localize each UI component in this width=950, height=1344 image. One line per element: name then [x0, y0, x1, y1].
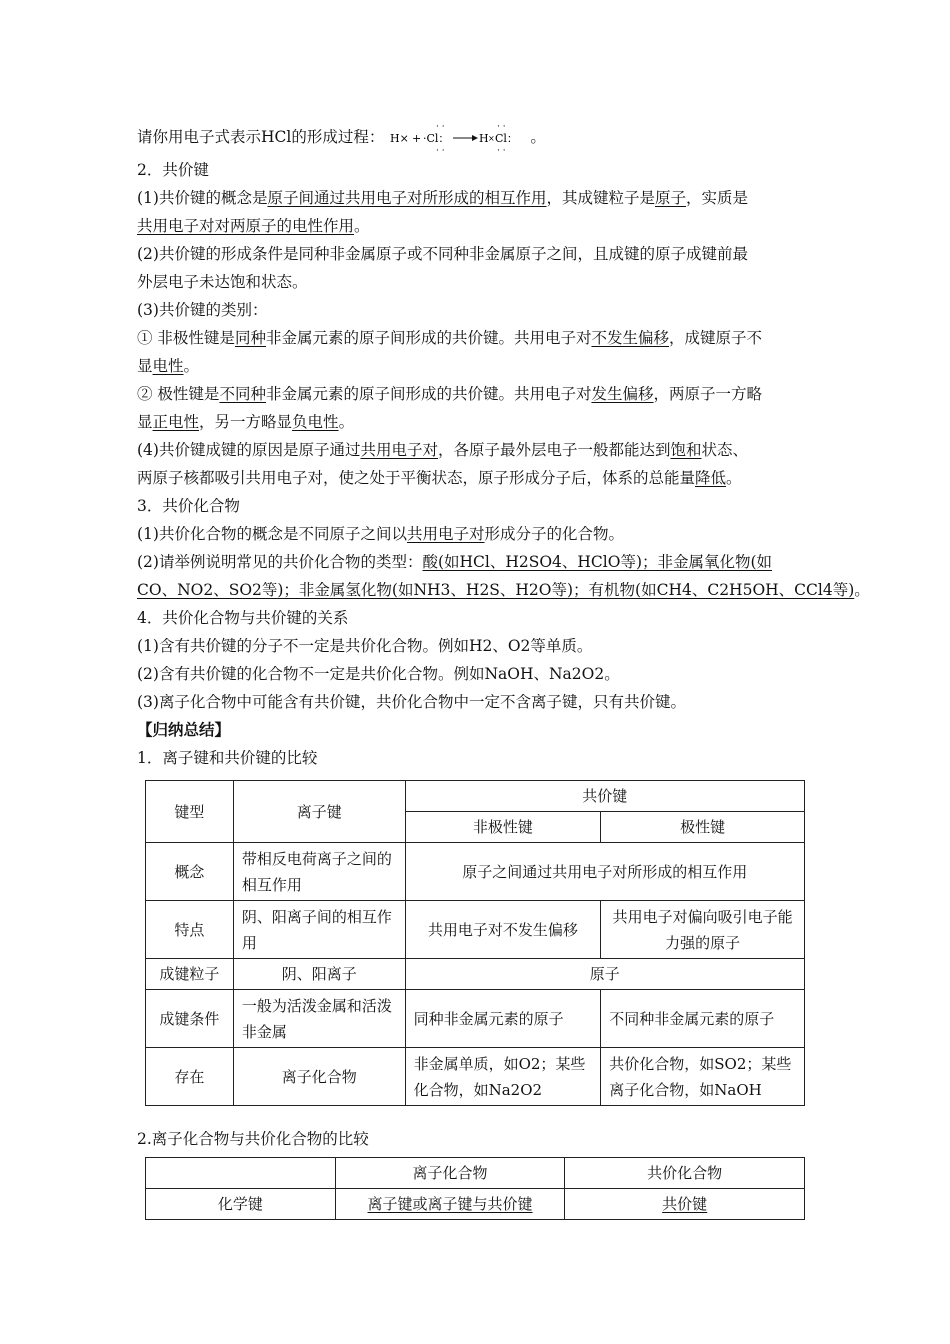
p6-e: 状态、 — [701, 441, 749, 459]
p8-b: 酸(如HCl、H2SO4、HClO等)；非金属氧化物(如 — [422, 553, 773, 571]
formula-h-right: H — [479, 132, 489, 145]
t1-r1-label: 概念 — [146, 843, 234, 901]
t1-r4-label: 成键条件 — [146, 990, 234, 1048]
formula-cl-right: Cl： — [495, 132, 519, 145]
p4-g: 电性 — [152, 357, 184, 375]
t1-r4-nonpolar: 同种非金属元素的原子 — [405, 990, 601, 1048]
p1-line2 — [137, 212, 817, 240]
document-body — [137, 118, 870, 772]
p5-f: 显 — [137, 413, 153, 431]
t2-h-ionic: 离子化合物 — [335, 1158, 565, 1189]
p7-c: 形成分子的化合物。 — [484, 525, 624, 543]
p3: (3)共价键的类别： — [137, 301, 268, 319]
t2-r1-label: 化学键 — [146, 1189, 336, 1220]
p4-line1 — [137, 324, 817, 352]
hcl-prompt-end: 。 — [530, 128, 546, 146]
p6-f: 两原子核都吸引共用电子对，使之处于平衡状态，原子形成分子后，体系的总能量 — [137, 469, 696, 487]
p4-d: 不发生偏移 — [591, 329, 669, 347]
t1-r2-nonpolar: 共用电子对不发生偏移 — [405, 901, 601, 959]
t1-r5-label: 存在 — [146, 1048, 234, 1106]
t1-h-polar: 极性键 — [601, 812, 805, 843]
p4-e: ，成键原子不 — [668, 329, 762, 347]
t1-r3-ionic: 阴、阳离子 — [233, 959, 405, 990]
formula-dots-bottom-right: · · — [497, 146, 506, 156]
p4-b: 同种 — [234, 329, 266, 347]
p9: (1)含有共价键的分子不一定是共价化合物。例如H2、O2等单质。 — [137, 637, 593, 655]
t1-r3-label: 成键粒子 — [146, 959, 234, 990]
p4-a: ① 非极性键是 — [137, 329, 235, 347]
p6-g: 降低 — [695, 469, 727, 487]
formula-dots-bottom-left: · · — [436, 146, 445, 156]
p6-h: 。 — [726, 469, 742, 487]
p6-line1 — [137, 436, 817, 464]
p1-d: 原子 — [655, 189, 687, 207]
formula-plus: + — [412, 132, 422, 145]
t1-h-cov: 共价键 — [405, 781, 804, 812]
p1-b: 原子间通过共用电子对所形成的相互作用 — [267, 189, 547, 207]
p5-g: 正电性 — [152, 413, 200, 431]
t2-h-cov: 共价化合物 — [565, 1158, 805, 1189]
ionic-covalent-compound-table — [145, 1157, 805, 1220]
t1-r2-ionic: 阴、阳离子间的相互作用 — [233, 901, 405, 959]
p7-a: (1)共价化合物的概念是不同原子之间以 — [137, 525, 407, 543]
hcl-prompt: 请你用电子式表示HCl的形成过程： — [137, 128, 385, 146]
p4-h: 。 — [183, 357, 200, 375]
p8-line2 — [137, 576, 870, 604]
t1-h-type: 键型 — [146, 781, 234, 843]
p2-line1: (2)共价键的形成条件是同种非金属原子或不同种非金属原子之间，且成键的原子成键前最 — [137, 245, 748, 263]
p8-c: CO、NO2、SO2等)；非金属氢化物(如NH3、H2S、H2O等)；有机物(如CH4、C2H5OH、CCl4等) — [137, 581, 855, 599]
section-3-title: 3．共价化合物 — [137, 497, 240, 515]
p8-a: (2)请举例说明常见的共价化合物的类型： — [137, 553, 423, 571]
table1-caption: 1．离子键和共价键的比较 — [137, 749, 318, 767]
table2-caption: 2.离子化合物与共价化合物的比较 — [137, 1130, 369, 1148]
p1-f: 共用电子对对两原子的电性作用 — [137, 217, 355, 235]
p1-line1 — [137, 184, 817, 212]
p6-a: (4)共价键成键的原因是原子通过 — [137, 441, 361, 459]
formula-x: × — [488, 134, 496, 143]
p10: (2)含有共价键的化合物不一定是共价化合物。例如NaOH、Na2O2。 — [137, 665, 620, 683]
p5-line2 — [137, 408, 817, 436]
t1-r1-ionic: 带相反电荷离子之间的相互作用 — [233, 843, 405, 901]
t1-r1-cov: 原子之间通过共用电子对所形成的相互作用 — [405, 843, 804, 901]
formula-dots-top-right: · · — [497, 122, 506, 132]
formula-cl-left: ·Cl： — [423, 132, 450, 145]
p1-a: (1)共价键的概念是 — [137, 189, 268, 207]
hcl-line — [137, 118, 817, 156]
t1-r2-label: 特点 — [146, 901, 234, 959]
p7-b: 共用电子对 — [406, 525, 485, 543]
t1-r5-polar: 共价化合物，如SO2；某些离子化合物，如NaOH — [601, 1048, 805, 1106]
p6-d: 饱和 — [670, 441, 702, 459]
p7 — [137, 520, 817, 548]
p1-e: ，实质是 — [686, 189, 749, 207]
p6-line2 — [137, 464, 817, 492]
p5-e: ，两原子一方略 — [653, 385, 762, 403]
p5-h: ，另一方略显 — [199, 413, 293, 431]
summary-title: 【归纳总结】 — [137, 720, 231, 739]
p6-c: ，各原子最外层电子一般都能达到 — [437, 441, 671, 459]
t1-h-nonpolar: 非极性键 — [405, 812, 601, 843]
t2-h-empty — [146, 1158, 336, 1189]
t1-h-ionic: 离子键 — [233, 781, 405, 843]
t1-r4-polar: 不同种非金属元素的原子 — [601, 990, 805, 1048]
formula-h-left: H× — [390, 132, 410, 145]
p1-g: 。 — [354, 217, 370, 235]
p1-c: ，其成键粒子是 — [546, 189, 655, 207]
t1-r2-polar: 共用电子对偏向吸引电子能力强的原子 — [601, 901, 805, 959]
p5-j: 。 — [338, 413, 355, 431]
p5-b: 不同种 — [219, 385, 266, 403]
p5-c: 非金属元素的原子间形成的共价键。共用电子对 — [265, 385, 592, 403]
p4-line2 — [137, 352, 817, 380]
p4-f: 显 — [137, 357, 153, 375]
ionic-covalent-bond-table — [145, 780, 805, 1106]
p2-line2: 外层电子未达饱和状态。 — [137, 273, 308, 291]
t1-r3-cov: 原子 — [405, 959, 804, 990]
t1-r5-ionic: 离子化合物 — [233, 1048, 405, 1106]
hcl-electron-formula — [390, 120, 530, 156]
t1-r5-nonpolar: 非金属单质，如O2；某些化合物，如Na2O2 — [405, 1048, 601, 1106]
t2-r1-cov: 共价键 — [565, 1189, 805, 1220]
formula-arrow-head — [472, 135, 478, 141]
p6-b: 共用电子对 — [360, 441, 438, 459]
section-2-title: 2．共价键 — [137, 161, 209, 179]
p5-d: 发生偏移 — [591, 385, 654, 403]
p11: (3)离子化合物中可能含有共价键，共价化合物中一定不含离子键，只有共价键。 — [137, 693, 686, 711]
p4-c: 非金属元素的原子间形成的共价键。共用电子对 — [265, 329, 592, 347]
p8-d: 。 — [854, 581, 870, 599]
p5-i: 负电性 — [292, 413, 339, 431]
formula-graphic — [390, 120, 530, 156]
p8-line1 — [137, 548, 817, 576]
t1-r4-ionic: 一般为活泼金属和活泼非金属 — [233, 990, 405, 1048]
section-4-title: 4．共价化合物与共价键的关系 — [137, 609, 349, 627]
t2-r1-ionic: 离子键或离子键与共价键 — [335, 1189, 565, 1220]
p5-line1 — [137, 380, 817, 408]
formula-dots-top-left: · · — [436, 122, 445, 132]
p5-a: ② 极性键是 — [137, 385, 220, 403]
